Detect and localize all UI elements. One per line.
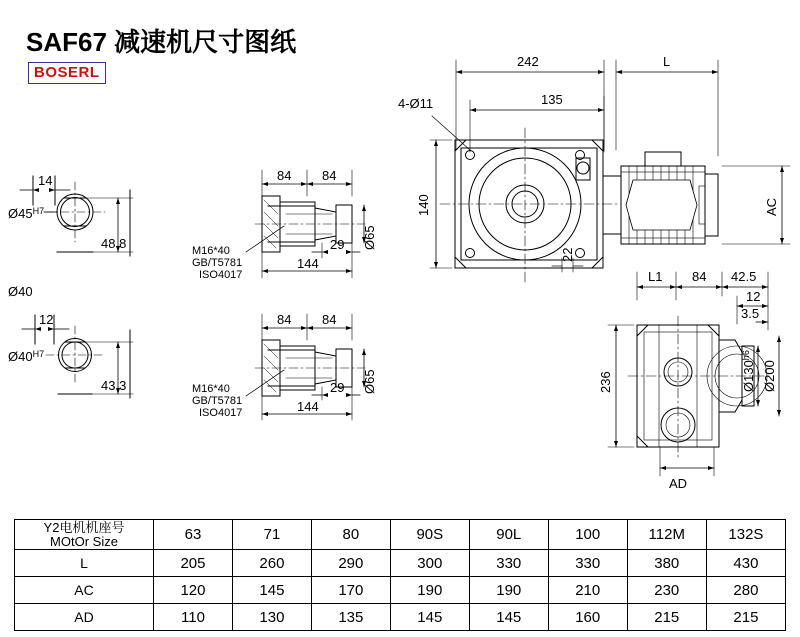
cell: 280 (706, 577, 785, 604)
table-row (15, 577, 786, 604)
cell: 90S (390, 520, 469, 550)
label-dim-22: 22 (560, 247, 575, 262)
label-std-gb: GB/T5781 (192, 257, 243, 269)
label-dim-242: 242 (517, 54, 539, 69)
label-dim-d200: Ø200 (762, 360, 777, 392)
cell: 100 (548, 520, 627, 550)
label-dim-AC: AC (764, 197, 779, 216)
label-dim-144: 144 (297, 256, 319, 271)
label-dim-84-lower-b: 84 (322, 312, 337, 327)
cell: 145 (390, 604, 469, 631)
cell: 112M (627, 520, 706, 550)
label-dim-140: 140 (416, 194, 431, 216)
cell: 145 (232, 577, 311, 604)
page-title: SAF67 减速机尺寸图纸 (26, 27, 297, 57)
cell: 71 (232, 520, 311, 550)
row-header-AC: AC (15, 577, 154, 604)
cell: 190 (390, 577, 469, 604)
cell: 130 (232, 604, 311, 631)
cell: 260 (232, 550, 311, 577)
row-header-motor-size (15, 520, 154, 550)
cell: 132S (706, 520, 785, 550)
cell: 215 (706, 604, 785, 631)
table-row (15, 604, 786, 631)
label-dim-12: 12 (39, 312, 54, 327)
label-dim-AD: AD (668, 476, 688, 491)
specification-table (14, 519, 786, 631)
label-dim-14: 14 (38, 173, 53, 188)
table-row (15, 550, 786, 577)
cell: 230 (627, 577, 706, 604)
label-std-iso-lower: ISO4017 (199, 407, 243, 419)
label-std-gb-lower: GB/T5781 (192, 395, 243, 407)
label-shaft-40h7: $Ø40^{H7}$ (8, 349, 45, 364)
label-std-iso: ISO4017 (199, 269, 243, 281)
label-dim-L: L (663, 54, 671, 69)
table-row (15, 520, 786, 550)
cell: 170 (311, 577, 390, 604)
cell: 63 (154, 520, 233, 550)
cell: 80 (311, 520, 390, 550)
label-dim-236: 236 (598, 371, 613, 393)
label-dim-12b: 12 (746, 289, 761, 304)
cell: 135 (311, 604, 390, 631)
cell: 300 (390, 550, 469, 577)
brand-logo: BOSERL (28, 62, 106, 84)
label-dim-43-3: 43.3 (101, 378, 127, 393)
label-dim-3-5: 3.5 (741, 306, 760, 321)
label-dim-48-8: 48.8 (101, 236, 127, 251)
row-header-line1: Y2电机机座号 (43, 520, 125, 535)
label-dim-29: 29 (330, 237, 345, 252)
gearbox-motor-assembly (430, 60, 790, 282)
label-dim-d65-upper: Ø65 (362, 225, 377, 250)
label-dim-84-b: 84 (322, 168, 337, 183)
cell: 120 (154, 577, 233, 604)
label-dim-42-5: 42.5 (731, 269, 757, 284)
row-header-AD: AD (15, 604, 154, 631)
row-header-L: L (15, 550, 154, 577)
cell: 90L (469, 520, 548, 550)
row-header-line2: MOtOr Size (50, 533, 118, 549)
cell: 430 (706, 550, 785, 577)
label-thread-m16-lower: M16*40 (192, 383, 230, 395)
cell: 330 (548, 550, 627, 577)
cell: 210 (548, 577, 627, 604)
cell: 145 (469, 604, 548, 631)
cell: 215 (627, 604, 706, 631)
cell: 380 (627, 550, 706, 577)
cell: 110 (154, 604, 233, 631)
label-dim-d65-lower: Ø65 (362, 369, 377, 394)
cell: 160 (548, 604, 627, 631)
cell: 330 (469, 550, 548, 577)
label-dim-29-lower: 29 (330, 380, 345, 395)
label-dim-135: 135 (541, 92, 563, 107)
cell: 190 (469, 577, 548, 604)
cell: 205 (154, 550, 233, 577)
label-thread-m16: M16*40 (192, 245, 230, 257)
label-dim-84-lower-a: 84 (277, 312, 292, 327)
label-dim-4xD11: 4-Ø11 (398, 96, 434, 111)
label-dim-144-lower: 144 (297, 399, 319, 414)
cell: 290 (311, 550, 390, 577)
label-shaft-45: $Ø45^{H7}$ (8, 206, 45, 221)
label-dim-84-side: 84 (692, 269, 707, 284)
label-shaft-40: Ø40 (8, 284, 33, 299)
label-dim-d130: $Ø130^{h6}$ (741, 350, 756, 392)
label-dim-84-a: 84 (277, 168, 292, 183)
label-dim-L1: L1 (648, 269, 663, 284)
